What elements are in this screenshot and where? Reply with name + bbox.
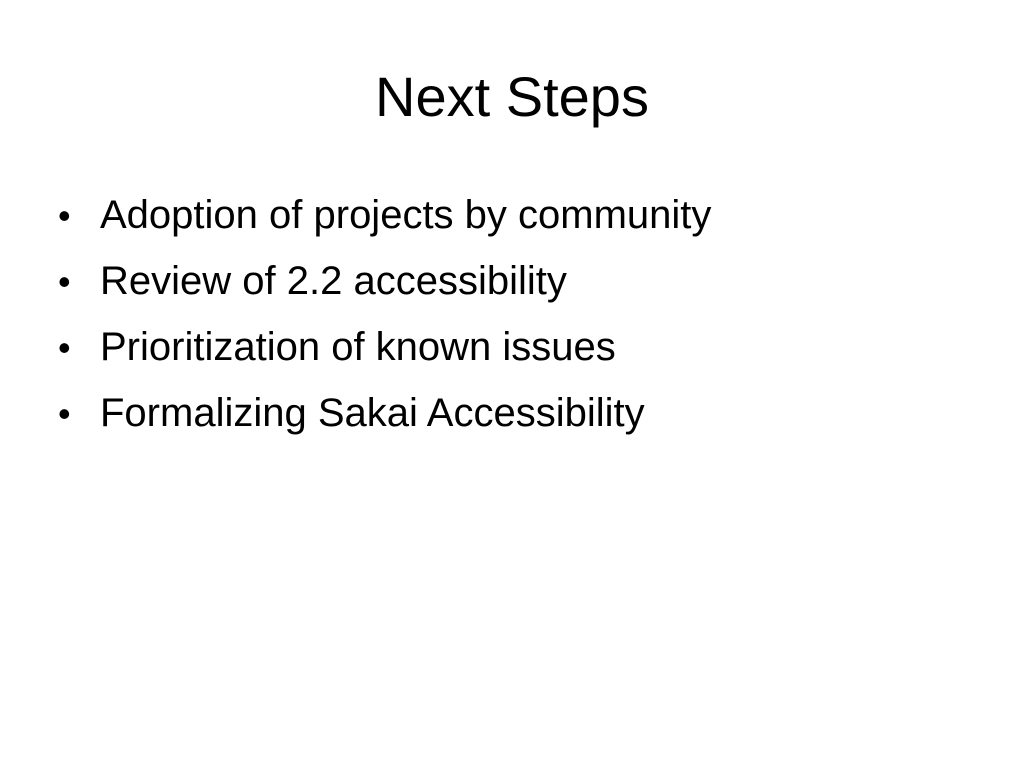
- bullet-item: [58, 185, 978, 251]
- bullet-marker: •: [58, 261, 71, 302]
- bullet-list: [58, 185, 978, 449]
- slide-title: Next Steps: [375, 65, 649, 128]
- bullet-text: Review of 2.2 accessibility: [100, 259, 567, 303]
- bullet-text: Adoption of projects by community: [100, 193, 712, 237]
- bullet-marker: •: [58, 327, 71, 368]
- bullet-text: Formalizing Sakai Accessibility: [100, 391, 645, 435]
- bullet-marker: •: [58, 195, 71, 236]
- bullet-item: [58, 251, 978, 317]
- bullet-item: [58, 317, 978, 383]
- bullet-item: [58, 383, 978, 449]
- bullet-text: Prioritization of known issues: [100, 325, 616, 369]
- bullet-marker: •: [58, 393, 71, 434]
